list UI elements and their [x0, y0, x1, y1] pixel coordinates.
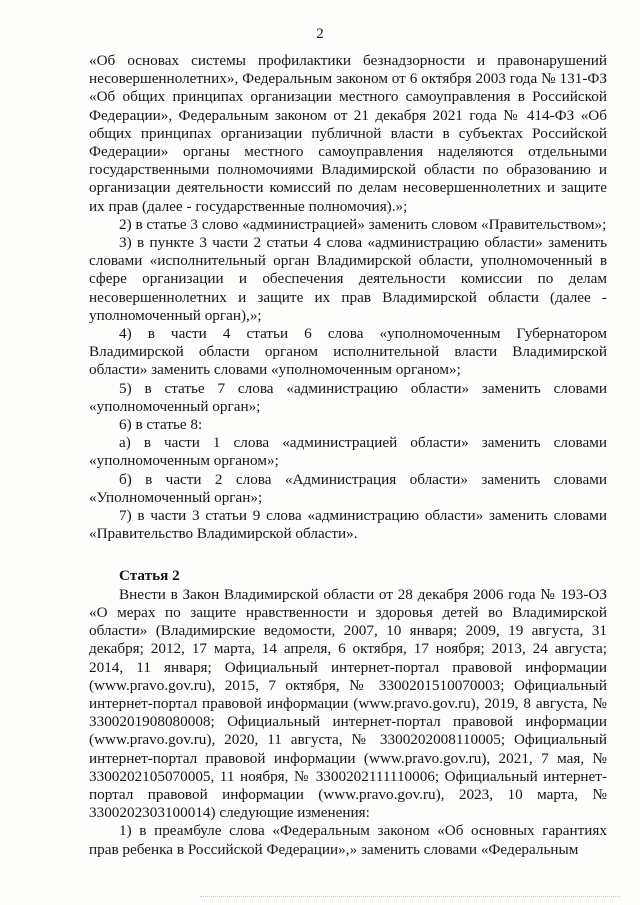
document-body [89, 52, 607, 859]
paragraph-item-6: 6) в статье 8: [119, 416, 203, 434]
paragraph-item-2: 2) в статье 3 слово «администрацией» заменить словом «Правительством»; [119, 215, 607, 233]
page-number: 2 [316, 26, 324, 42]
scan-artifact-line [200, 896, 620, 898]
paragraph-article2-item-1: 1) в преамбуле слова «Федеральным законом «Об основных гарантиях прав ребенка в Российской Федерации»,» заменить словами «Федеральным [89, 822, 607, 858]
paragraph-item-5: 5) в статье 7 слова «администрацию области» заменить словами «уполномоченный орган»; [89, 379, 607, 415]
paragraph-item-6b: б) в части 2 слова «Администрация области» заменить словами «Уполномоченный орган»; [89, 470, 607, 506]
paragraph-item-4: 4) в части 4 статьи 6 слова «уполномоченным Губернатором Владимирской области органом исполнительной власти Владимирской области» заменить словами «уполномоченным органом»; [89, 325, 607, 379]
paragraph-item-6a: а) в части 1 слова «администрацией области» заменить словами «уполномоченным органом»; [89, 434, 607, 470]
paragraph-law-continuation: «Об основах системы профилактики безнадзорности и правонарушений несовершеннолетних», Федеральным законом от 6 октября 2003 года № 131-ФЗ «Об общих принципах организации местного самоуправления в Российской Федерации», Федеральным законом от 21 декабря 2021 года № 414-ФЗ «Об общих принципах организации публичной власти в субъектах Российской Федерации» органы местного самоуправления наделяются отдельными государственными полномочиями Владимирской области по образованию и организации деятельности комиссий по делам несовершеннолетних и защите их прав (далее - государственные полномочия).»; [89, 52, 607, 215]
paragraph-item-3: 3) в пункте 3 части 2 статьи 4 слова «администрацию области» заменить словами «исполнительный орган Владимирской области, уполномоченный в сфере организации и обеспечения деятельности комиссии по делам несовершеннолетних и защите их прав Владимирской области (далее - уполномоченный орган),»; [89, 234, 607, 324]
paragraph-item-7: 7) в части 3 статьи 9 слова «администрацию области» заменить словами «Правительство Владимирской области». [89, 507, 607, 543]
article-heading: Статья 2 [119, 567, 180, 585]
paragraph-article2-intro: Внести в Закон Владимирской области от 28 декабря 2006 года № 193-ОЗ «О мерах по защите нравственности и здоровья детей во Владимирской области» (Владимирские ведомости, 2007, 10 января; 2009, 19 августа, 31 декабря; 2012, 17 марта, 14 апреля, 6 октября, 17 ноября; 2013, 24 августа; 2014, 11 января; Официальный интернет-портал правовой информации (www.pravo.gov.ru), 2015, 7 октября, № 3300201510070003; Официальный интернет-портал правовой информации (www.pravo.gov.ru), 2019, 8 августа, № 3300201908080008; Официальный интернет-портал правовой информации (www.pravo.gov.ru), 2020, 11 августа, № 3300202008110005; Официальный интернет-портал правовой информации (www.pravo.gov.ru), 2021, 7 мая, № 3300202105070005, 11 ноября, № 3300202111110006; Официальный интернет-портал правовой информации (www.pravo.gov.ru), 2023, 10 марта, № 3300202303100014) следующие изменения: [89, 585, 607, 822]
section-spacer [89, 543, 607, 567]
